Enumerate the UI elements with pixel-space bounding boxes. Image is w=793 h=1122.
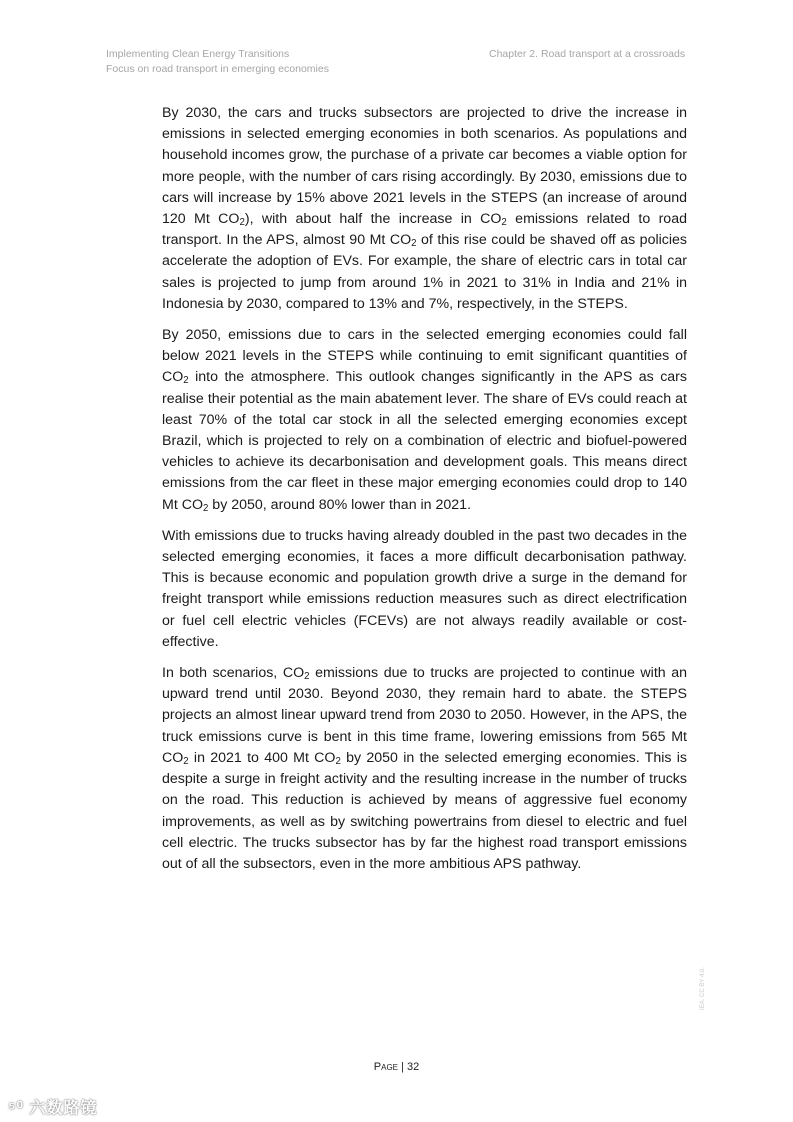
report-title: Implementing Clean Energy Transitions bbox=[106, 48, 290, 60]
page-number: 32 bbox=[406, 1061, 420, 1073]
watermark: ⁵⁰ 六数路镜 bbox=[8, 1100, 98, 1117]
page-separator: | bbox=[398, 1061, 407, 1073]
paragraph-3: With emissions due to trucks having already doubled in the past two decades in the selected emerging economies, it faces a more difficult decarbonisation pathway. This is because economic and population growth drive a surge in the demand for freight transport while emissions reduction measures such as direct electrification or fuel cell electric vehicles (FCEVs) are not always readily available or cost-effective. bbox=[162, 527, 687, 650]
running-header-left bbox=[106, 47, 329, 77]
report-subtitle: Focus on road transport in emerging economies bbox=[106, 63, 329, 75]
page-footer bbox=[0, 1061, 793, 1073]
body-text bbox=[162, 103, 687, 875]
license-mark: IEA. CC BY 4.0. bbox=[700, 967, 706, 1010]
paragraph-4: In both scenarios, $CO_2$ emissions due to trucks are projected to continue with an upward trend until 2030. Beyond 2030, they remain hard to abate. the STEPS projects an almost linear upward trend from 2030 to 2050. However, in the APS, the truck emissions curve is bent in this time frame, lowering emissions from 565 Mt $CO_2$ in 2021 to 400 Mt $CO_2$ by 2050 in the selected emerging economies. This is despite a surge in freight activity and the resulting increase in the number of trucks on the road. This reduction is achieved by means of aggressive fuel economy improvements, as well as by switching powertrains from diesel to electric and fuel cell electric. The trucks subsector has by far the highest road transport emissions out of all the subsectors, even in the more ambitious APS pathway. bbox=[162, 665, 688, 872]
page-label: Page bbox=[373, 1061, 398, 1073]
paragraph-1: By 2030, the cars and trucks subsectors are projected to drive the increase in emissions in selected emerging economies in both scenarios. As populations and household incomes grow, the purchase of a private car becomes a viable option for more people, with the number of cars rising accordingly. By 2030, emissions due to cars will increase by 15% above 2021 levels in the STEPS (an increase of around 120 Mt $CO_2$), with about half the increase in $CO_2$ emissions related to road transport. In the APS, almost 90 Mt $CO_2$ of this rise could be shaved off as policies accelerate the adoption of EVs. For example, the share of electric cars in total car sales is projected to jump from around 1% in 2021 to 31% in India and 21% in Indonesia by 2030, compared to 13% and 7%, respectively, in the STEPS. bbox=[162, 105, 688, 312]
chapter-header: Chapter 2. Road transport at a crossroads bbox=[489, 48, 686, 60]
paragraph-2: By 2050, emissions due to cars in the selected emerging economies could fall below 2021 levels in the STEPS while continuing to emit significant quantities of $CO_2$ into the atmosphere. This outlook changes significantly in the APS as cars realise their potential as the main abatement lever. The share of EVs could reach at least 70% of the total car stock in all the selected emerging economies except Brazil, which is projected to rely on a combination of electric and biofuel-powered vehicles to achieve its decarbonisation and development goals. This means direct emissions from the car fleet in these major emerging economies could drop to 140 Mt $CO_2$ by 2050, around 80% lower than in 2021. bbox=[162, 327, 687, 514]
